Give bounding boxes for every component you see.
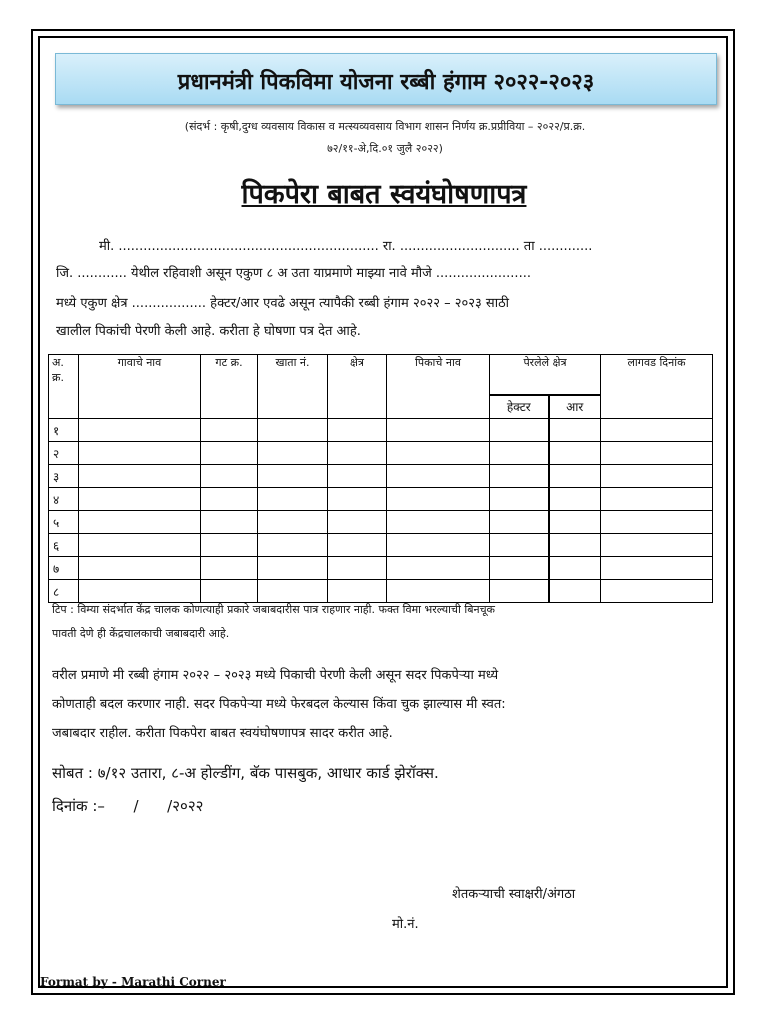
date-line: दिनांक :– / /२०२२ (52, 797, 204, 815)
row-number: ४ (49, 488, 79, 511)
row-number: ६ (49, 534, 79, 557)
paragraph-line-3: जबाबदार राहील. करीता पिकपेरा बाबत स्वयंघोषणापत्र सादर करीत आहे. (52, 726, 393, 741)
table-header-row (49, 355, 713, 395)
reference-line-2: ७२/११-अे,दि.०१ जुलै २०२२) (327, 142, 443, 155)
col-header-group-no: गट क्र. (201, 355, 258, 419)
format-credit: Format by - Marathi Corner (40, 975, 226, 989)
attachments-line: सोबत : ७/१२ उतारा, ८-अ होल्डींग, बॅक पासबुक, आधार कार्ड झेरॉक्स. (52, 764, 439, 782)
table-row (49, 465, 713, 488)
col-header-crop-name: पिकाचे नाव (387, 355, 490, 419)
col-header-sown-area: पेरलेले क्षेत्र (490, 355, 601, 395)
row-number: २ (49, 442, 79, 465)
col-header-serial: अ. क्र. (49, 355, 79, 419)
row-number: ७ (49, 557, 79, 580)
col-header-account-no: खाता नं. (258, 355, 328, 419)
table-row (49, 557, 713, 580)
col-header-village: गावाचे नाव (79, 355, 201, 419)
col-header-hectare: हेक्टर (490, 395, 549, 419)
row-number: १ (49, 419, 79, 442)
crop-table (48, 354, 713, 603)
table-row (49, 419, 713, 442)
table-row (49, 442, 713, 465)
mobile-label: मो.नं. (392, 917, 419, 932)
signature-label: शेतकऱ्याची स्वाक्षरी/अंगठा (452, 887, 576, 902)
declaration-line-1: मी. ............................................................... रा. ............................. ता ............. (99, 239, 593, 254)
row-number: ३ (49, 465, 79, 488)
table-row (49, 488, 713, 511)
title-banner (55, 53, 717, 105)
note-line-2: पावती देणे ही केंद्रचालकाची जबाबदारी आहे. (52, 627, 230, 640)
note-line-1: टिप : विम्या संदर्भात केंद्र चालक कोणत्याही प्रकारे जबाबदारीस पात्र राहणार नाही. फक्त विमा भरल्याची बिनचूक (52, 603, 496, 616)
row-number: ८ (49, 580, 79, 603)
col-header-are: आर (549, 395, 601, 419)
col-header-area: क्षेत्र (328, 355, 387, 419)
reference-line-1: (संदर्भ : कृषी,दुग्ध व्यवसाय विकास व मत्स्यव्यवसाय विभाग शासन निर्णय क्र.प्रप्रीविया – २०२२/प्र.क्र. (184, 120, 586, 133)
row-number: ५ (49, 511, 79, 534)
paragraph-line-1: वरील प्रमाणे मी रब्बी हंगाम २०२२ – २०२३ मध्ये पिकाची पेरणी केली असून सदर पिकपेऱ्या मध्ये (52, 668, 499, 683)
paragraph-line-2: कोणताही बदल करणार नाही. सदर पिकपेऱ्या मध्ये फेरबदल केल्यास किंवा चुक झाल्यास मी स्वत: (52, 697, 506, 712)
declaration-line-3: मध्ये एकुण क्षेत्र .................. हेक्टर/आर एवढे असून त्यापैकी रब्बी हंगाम २०२२ – २०२३ साठी (56, 296, 509, 311)
banner-title: प्रधानमंत्री पिकविमा योजना रब्बी हंगाम २०२२-२०२३ (177, 70, 595, 95)
page-heading: पिकपेरा बाबत स्वयंघोषणापत्र (241, 179, 527, 210)
table-row (49, 511, 713, 534)
declaration-line-4: खालील पिकांची पेरणी केली आहे. करीता हे घोषणा पत्र देत आहे. (56, 324, 361, 339)
table-row (49, 534, 713, 557)
col-header-planting-date: लागवड दिनांक (601, 355, 713, 419)
declaration-line-2: जि. ............ येथील रहिवाशी असून एकुण ८ अ उता याप्रमाणे माझ्या नावे मौजे ....................... (56, 266, 531, 281)
